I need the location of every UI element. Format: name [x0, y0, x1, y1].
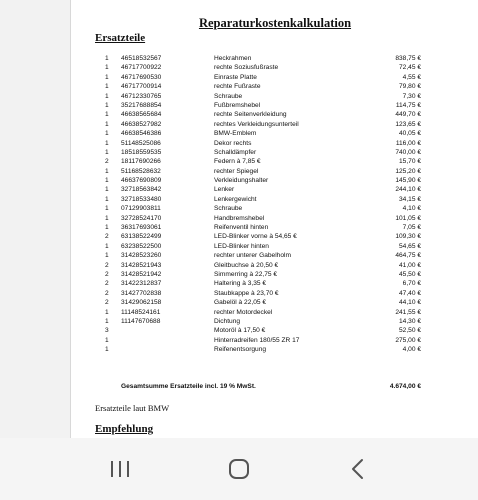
- description-cell: Gabelöl à 22,05 €: [214, 299, 267, 307]
- description-cell: Schalldämpfer: [214, 148, 257, 156]
- part-number-cell: 11148524161: [121, 308, 161, 316]
- price-cell: 244,10 €: [395, 186, 421, 194]
- table-row: [71, 317, 478, 326]
- table-row: [71, 308, 478, 317]
- home-icon: [227, 457, 251, 481]
- quantity-cell: 1: [105, 83, 109, 91]
- quantity-cell: 1: [105, 214, 109, 222]
- table-row: [71, 279, 478, 288]
- part-number-cell: 51168528632: [121, 167, 161, 175]
- quantity-cell: 2: [105, 289, 109, 297]
- description-cell: Dichtung: [214, 317, 241, 325]
- part-number-cell: 11147670688: [121, 317, 161, 325]
- part-number-cell: 31427702838: [121, 289, 162, 297]
- part-number-cell: 32718563842: [121, 186, 162, 194]
- quantity-cell: 3: [105, 327, 109, 335]
- price-cell: 52,50 €: [399, 327, 421, 335]
- quantity-cell: 1: [105, 120, 109, 128]
- part-number-cell: 36317693061: [121, 224, 162, 232]
- quantity-cell: 1: [105, 317, 109, 325]
- price-cell: 123,65 €: [395, 120, 421, 128]
- quantity-cell: 1: [105, 252, 109, 260]
- part-number-cell: 31428521942: [121, 270, 162, 278]
- quantity-cell: 1: [105, 195, 109, 203]
- description-cell: rechtes Verkleidungsunterteil: [214, 120, 299, 128]
- price-cell: 101,05 €: [395, 214, 421, 222]
- table-row: [71, 176, 478, 185]
- table-row: [71, 73, 478, 82]
- description-cell: Handbremshebel: [214, 214, 265, 222]
- description-cell: Staubkappe à 23,70 €: [214, 289, 279, 297]
- quantity-cell: 2: [105, 233, 109, 241]
- part-number-cell: 31429062158: [121, 299, 162, 307]
- price-cell: 79,80 €: [399, 83, 421, 91]
- part-number-cell: 35217688854: [121, 101, 162, 109]
- table-row: [71, 223, 478, 232]
- part-number-cell: 07129903811: [121, 205, 161, 213]
- price-cell: 54,65 €: [399, 242, 421, 250]
- description-cell: Schraube: [214, 92, 243, 100]
- quantity-cell: 1: [105, 224, 109, 232]
- part-number-cell: 46638565684: [121, 111, 162, 119]
- quantity-cell: 1: [105, 101, 109, 109]
- table-row: [71, 251, 478, 260]
- quantity-cell: 2: [105, 158, 109, 166]
- description-cell: Motoröl à 17,50 €: [214, 327, 266, 335]
- parts-note: Ersatzteile laut BMW: [95, 403, 170, 413]
- price-cell: 47,40 €: [399, 289, 421, 297]
- price-cell: 464,75 €: [395, 252, 421, 260]
- quantity-cell: 1: [105, 55, 109, 62]
- table-row: [71, 204, 478, 213]
- part-number-cell: 18117690266: [121, 158, 161, 166]
- parts-list: [71, 54, 478, 355]
- table-row: [71, 242, 478, 251]
- table-row: [71, 195, 478, 204]
- table-row: [71, 139, 478, 148]
- table-row: [71, 298, 478, 307]
- table-row: [71, 110, 478, 119]
- price-cell: 40,05 €: [399, 130, 421, 138]
- table-row: [71, 185, 478, 194]
- price-cell: 15,70 €: [399, 158, 421, 166]
- part-number-cell: 31428523260: [121, 252, 162, 260]
- quantity-cell: 1: [105, 73, 109, 81]
- price-cell: 45,50 €: [399, 270, 421, 278]
- quantity-cell: 1: [105, 148, 109, 156]
- description-cell: Heckrahmen: [214, 55, 252, 62]
- price-cell: 4,00 €: [402, 346, 421, 354]
- quantity-cell: 2: [105, 261, 109, 269]
- table-row: [71, 261, 478, 270]
- quantity-cell: 2: [105, 299, 109, 307]
- section-heading-recommendation: Empfehlung: [95, 423, 154, 435]
- part-number-cell: 51148525086: [121, 139, 161, 147]
- table-row: [71, 232, 478, 241]
- quantity-cell: 1: [105, 186, 109, 194]
- document-title: Reparaturkostenkalkulation: [198, 16, 352, 30]
- table-row: [71, 92, 478, 101]
- price-cell: 72,45 €: [399, 64, 421, 72]
- description-cell: rechte Fußraste: [214, 83, 261, 91]
- part-number-cell: 32718533480: [121, 195, 162, 203]
- description-cell: rechter Motordeckel: [214, 308, 273, 316]
- price-cell: 125,20 €: [395, 167, 421, 175]
- description-cell: BMW-Emblem: [214, 130, 257, 138]
- price-cell: 275,00 €: [395, 336, 421, 344]
- description-cell: Verkleidungshalter: [214, 177, 269, 185]
- price-cell: 34,15 €: [399, 195, 421, 203]
- price-cell: 109,30 €: [395, 233, 421, 241]
- table-row: [71, 289, 478, 298]
- price-cell: 41,00 €: [399, 261, 421, 269]
- table-row: [71, 54, 478, 63]
- description-cell: LED-Blinker hinten: [214, 242, 269, 250]
- description-cell: Hinterradreifen 180/55 ZR 17: [214, 336, 300, 344]
- part-number-cell: 31422312837: [121, 280, 162, 288]
- description-cell: Federn à 7,85 €: [214, 158, 261, 166]
- price-cell: 116,00 €: [395, 139, 421, 147]
- price-cell: 114,75 €: [395, 101, 421, 109]
- quantity-cell: 1: [105, 346, 109, 354]
- price-cell: 6,70 €: [402, 280, 421, 288]
- total-row: [71, 382, 478, 392]
- quantity-cell: 1: [105, 177, 109, 185]
- table-row: [71, 120, 478, 129]
- table-row: [71, 82, 478, 91]
- quantity-cell: 1: [105, 308, 109, 316]
- price-cell: 14,30 €: [399, 317, 421, 325]
- part-number-cell: 63238522500: [121, 242, 162, 250]
- part-number-cell: 46518532567: [121, 55, 162, 62]
- recents-icon: [109, 460, 131, 478]
- part-number-cell: 18518559535: [121, 148, 162, 156]
- description-cell: Lenkergewicht: [214, 195, 257, 203]
- description-cell: Reifenventil hinten: [214, 224, 269, 232]
- description-cell: Schraube: [214, 205, 243, 213]
- description-cell: rechte Soziusfußraste: [214, 64, 279, 72]
- section-heading-parts: Ersatzteile: [95, 32, 146, 44]
- part-number-cell: 46712330765: [121, 92, 162, 100]
- price-cell: 4,55 €: [402, 73, 421, 81]
- description-cell: Dekor rechts: [214, 139, 252, 147]
- total-value: 4.674,00 €: [389, 383, 421, 390]
- price-cell: 4,10 €: [402, 205, 421, 213]
- quantity-cell: 1: [105, 130, 109, 138]
- part-number-cell: 46637690809: [121, 177, 162, 185]
- description-cell: Einraste Platte: [214, 73, 257, 81]
- description-cell: rechter unterer Gabelholm: [214, 252, 291, 260]
- document-page: [70, 0, 478, 438]
- part-number-cell: 31428521943: [121, 261, 162, 269]
- quantity-cell: 1: [105, 111, 109, 119]
- price-cell: 7,30 €: [402, 92, 421, 100]
- table-row: [71, 129, 478, 138]
- part-number-cell: 46717690530: [121, 73, 162, 81]
- part-number-cell: 63138522499: [121, 233, 162, 241]
- quantity-cell: 1: [105, 139, 109, 147]
- price-cell: 7,05 €: [402, 224, 421, 232]
- price-cell: 740,00 €: [395, 148, 421, 156]
- total-label: Gesamtsumme Ersatzteile incl. 19 % MwSt.: [121, 383, 256, 390]
- system-navigation-bar: [0, 438, 478, 500]
- description-cell: Gleitbuchse à 20,50 €: [214, 261, 279, 269]
- table-row: [71, 167, 478, 176]
- back-icon: [348, 457, 368, 481]
- price-cell: 241,55 €: [395, 308, 421, 316]
- description-cell: LED-Blinker vorne à 54,65 €: [214, 233, 297, 241]
- part-number-cell: 46638546386: [121, 130, 162, 138]
- quantity-cell: 1: [105, 242, 109, 250]
- table-row: [71, 336, 478, 345]
- description-cell: rechte Seitenverkleidung: [214, 111, 287, 119]
- table-row: [71, 63, 478, 72]
- price-cell: 838,75 €: [395, 55, 421, 62]
- quantity-cell: 2: [105, 270, 109, 278]
- quantity-cell: 1: [105, 64, 109, 72]
- table-row: [71, 270, 478, 279]
- part-number-cell: 46638527982: [121, 120, 162, 128]
- price-cell: 44,10 €: [399, 299, 421, 307]
- quantity-cell: 1: [105, 336, 109, 344]
- quantity-cell: 1: [105, 205, 109, 213]
- quantity-cell: 2: [105, 280, 109, 288]
- part-number-cell: 32728524170: [121, 214, 162, 222]
- description-cell: Fußbremshebel: [214, 101, 261, 109]
- description-cell: Haltering à 3,35 €: [214, 280, 267, 288]
- table-row: [71, 326, 478, 335]
- quantity-cell: 1: [105, 92, 109, 100]
- description-cell: Reifenentsorgung: [214, 346, 267, 354]
- table-row: [71, 157, 478, 166]
- back-button[interactable]: [338, 449, 378, 489]
- table-row: [71, 148, 478, 157]
- description-cell: Lenker: [214, 186, 235, 194]
- table-row: [71, 345, 478, 354]
- recents-button[interactable]: [100, 449, 140, 489]
- part-number-cell: 46717700922: [121, 64, 162, 72]
- home-button[interactable]: [219, 449, 259, 489]
- table-row: [71, 101, 478, 110]
- description-cell: rechter Spiegel: [214, 167, 259, 175]
- price-cell: 145,90 €: [395, 177, 421, 185]
- price-cell: 449,70 €: [395, 111, 421, 119]
- description-cell: Simmerring à 22,75 €: [214, 270, 278, 278]
- quantity-cell: 1: [105, 167, 109, 175]
- table-row: [71, 214, 478, 223]
- part-number-cell: 46717700914: [121, 83, 162, 91]
